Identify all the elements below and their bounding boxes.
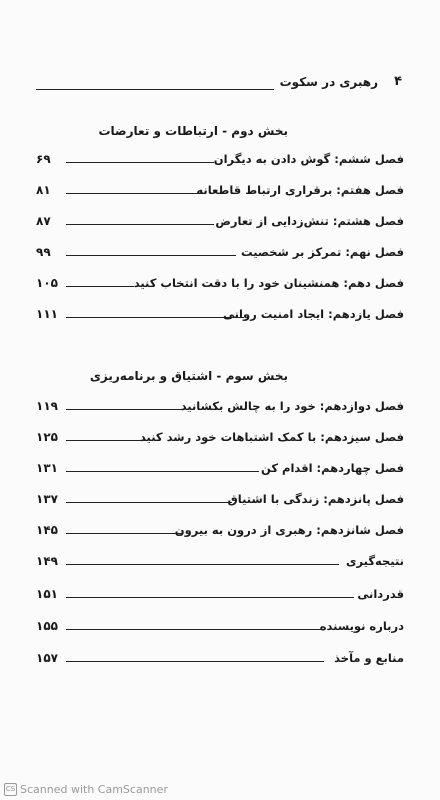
leader-line xyxy=(66,317,244,318)
toc-entry-label: فصل نهم: تمرکز بر شخصیت xyxy=(241,245,404,259)
leader-line xyxy=(66,471,259,472)
leader-line xyxy=(66,162,214,163)
toc-entry xyxy=(36,245,404,267)
leader-line xyxy=(66,502,232,503)
toc-entry-label: فصل شانزدهم: رهبری از درون به بیرون xyxy=(174,523,404,537)
toc-entry-page: ۱۵۵ xyxy=(36,619,58,633)
toc-entry-label: فصل سیزدهم: با کمک اشتباهات خود رشد کنید xyxy=(139,430,404,444)
leader-line xyxy=(66,409,182,410)
leader-line xyxy=(66,597,354,598)
toc-entry-page: ۱۵۱ xyxy=(36,587,58,601)
toc-entry-page: ۱۴۹ xyxy=(36,554,58,568)
toc-entry-label: فصل چهاردهم: اقدام کن xyxy=(261,461,404,475)
toc-entry-page: ۸۷ xyxy=(36,214,51,228)
toc-entry xyxy=(36,183,404,205)
toc-entry xyxy=(36,619,404,641)
scanner-watermark xyxy=(4,783,168,797)
toc-entry-label: فصل پانزدهم: زندگی با اشتیاق xyxy=(227,492,404,506)
toc-entry xyxy=(36,554,404,576)
toc-entry-label: فصل یازدهم: ایجاد امنیت روانی xyxy=(223,307,404,321)
toc-entry xyxy=(36,276,404,298)
toc-entry-label: فصل ششم: گوش دادن به دیگران xyxy=(213,152,404,166)
toc-entry xyxy=(36,307,404,329)
toc-entry xyxy=(36,492,404,514)
toc-entry-label: فصل دوازدهم: خود را به چالش بکشانید xyxy=(180,399,404,413)
toc-entry xyxy=(36,399,404,421)
toc-entry-page: ۱۱۹ xyxy=(36,399,58,413)
leader-line xyxy=(66,661,324,662)
toc-entry-page: ۱۳۷ xyxy=(36,492,58,506)
toc-entry-page: ۹۹ xyxy=(36,245,51,259)
watermark-text: Scanned with CamScanner xyxy=(20,782,168,796)
toc-entry-page: ۱۱۱ xyxy=(36,307,58,321)
leader-line xyxy=(66,286,134,287)
toc-entry xyxy=(36,152,404,174)
toc-entry-label: درباره نویسنده xyxy=(319,619,404,633)
toc-entry-label: قدردانی xyxy=(357,587,404,601)
camscanner-icon: CS xyxy=(4,783,17,796)
leader-line xyxy=(66,629,324,630)
toc-entry-page: ۱۵۷ xyxy=(36,651,58,665)
toc-entry-label: نتیجه‌گیری xyxy=(345,554,404,568)
toc-entry xyxy=(36,214,404,236)
leader-line xyxy=(66,533,182,534)
toc-entry-page: ۸۱ xyxy=(36,183,51,197)
leader-line xyxy=(66,224,214,225)
header-book-title: رهبری در سکوت xyxy=(279,75,378,89)
toc-entry xyxy=(36,461,404,483)
running-header xyxy=(36,74,404,96)
toc-entry-page: ۱۰۵ xyxy=(36,276,58,290)
leader-line xyxy=(66,440,146,441)
header-rule xyxy=(36,89,274,90)
toc-entry xyxy=(36,430,404,452)
toc-entry-page: ۱۲۵ xyxy=(36,430,58,444)
toc-entry-page: ۱۴۵ xyxy=(36,523,58,537)
header-page-number: ۴ xyxy=(394,74,402,89)
toc-entry xyxy=(36,523,404,545)
leader-line xyxy=(66,255,236,256)
toc-entry-label: فصل دهم: همنشینان خود را با دقت انتخاب کنید xyxy=(133,276,404,290)
toc-entry xyxy=(36,651,404,673)
section-title: بخش دوم - ارتباطات و تعارضات xyxy=(98,124,288,138)
leader-line xyxy=(66,193,204,194)
section-title: بخش سوم - اشتیاق و برنامه‌ریزی xyxy=(89,369,288,383)
toc-entry-page: ۱۳۱ xyxy=(36,461,58,475)
toc-entry xyxy=(36,587,404,609)
toc-entry-label: فصل هفتم: برقراری ارتباط قاطعانه xyxy=(196,183,404,197)
toc-entry-label: منابع و مآخذ xyxy=(334,651,404,665)
toc-entry-label: فصل هشتم: تنش‌زدایی از تعارض xyxy=(215,214,404,228)
leader-line xyxy=(66,564,339,565)
toc-entry-page: ۶۹ xyxy=(36,152,51,166)
